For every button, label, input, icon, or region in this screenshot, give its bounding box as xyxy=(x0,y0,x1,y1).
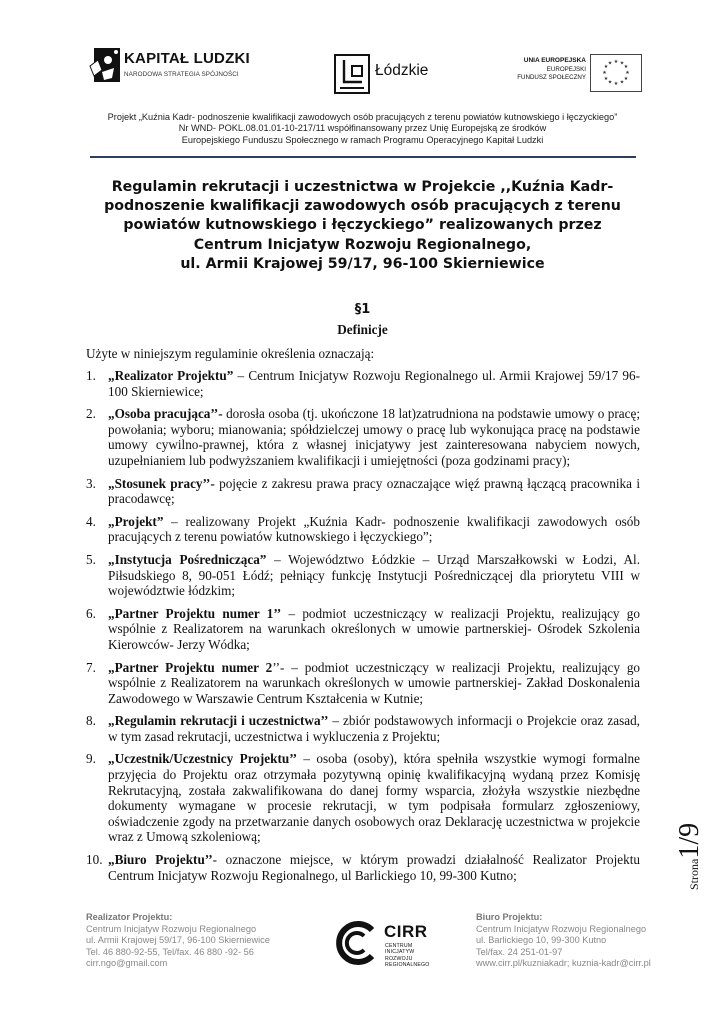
item-text: – zbiór podstawowych informacji o Projekcie oraz zasad, w tym zasad rekrutacji, uczestnictwa i wykluczenia z Projektu; xyxy=(108,713,640,744)
item-number: 8. xyxy=(86,713,96,729)
page-count: 1/9 xyxy=(674,822,705,859)
item-term: „Partner Projektu numer 1’’ xyxy=(108,605,282,621)
item-term: „Biuro Projektu’’ xyxy=(108,852,213,868)
svg-text:★: ★ xyxy=(603,64,609,70)
ue-logo xyxy=(500,52,650,96)
cirr-sub-line: ROZWOJU xyxy=(385,955,413,962)
ue-line-1: UNIA EUROPEJSKA xyxy=(523,57,586,64)
eu-flag-icon xyxy=(590,54,642,92)
item-text: – realizowany Projekt „Kuźnia Kadr- podnoszenie kwalifikacji zawodowych osób pracujących z terenu powiatów kutnowskiego i łęczyckiego”; xyxy=(108,513,640,545)
item-term: „Osoba pracująca’’- xyxy=(108,406,223,422)
footer-left-line: Tel. 46 880-92-55, Tel/fax. 46 880 -92- 56 xyxy=(86,946,254,957)
list-item xyxy=(86,852,640,883)
document-title xyxy=(80,178,645,274)
item-text: pojęcie z zakresu prawa pracy oznaczające więź prawną łączącą pracownika i pracodawcę; xyxy=(108,475,640,507)
svg-text:★: ★ xyxy=(623,64,629,70)
svg-text:★: ★ xyxy=(607,60,613,67)
cirr-sub-line: REGIONALNEGO xyxy=(385,962,430,969)
item-term: „Realizator Projektu” xyxy=(108,368,234,383)
cirr-sub-line: INICJATYW xyxy=(385,949,415,956)
item-number: 4. xyxy=(86,513,96,529)
title-line-4: Centrum Inicjatyw Rozwoju Regionalnego, xyxy=(193,236,532,253)
footer-left-line: ul. Armii Krajowej 59/17, 96-100 Skierniewice xyxy=(86,935,270,946)
list-item xyxy=(86,406,640,468)
item-number: 6. xyxy=(86,605,96,621)
svg-text:★: ★ xyxy=(619,79,625,86)
footer-right-line: www.cirr.pl/kuzniakadr; kuznia-kadr@cirr.pl xyxy=(476,958,651,969)
title-line-2: podnoszenie kwalifikacji zawodowych osób pracujących z terenu xyxy=(104,198,621,215)
svg-text:★: ★ xyxy=(607,79,613,86)
project-info xyxy=(60,112,665,146)
svg-text:★: ★ xyxy=(613,81,619,87)
list-item xyxy=(86,751,640,845)
list-item xyxy=(86,552,640,599)
item-term: „Projekt” xyxy=(108,513,164,529)
project-info-line-3: Europejskiego Funduszu Społecznego w ramach Programu Operacyjnego Kapitał Ludzki xyxy=(181,134,544,145)
title-line-1: Regulamin rekrutacji i uczestnictwa w Projekcie ,,Kuźnia Kadr- xyxy=(111,179,614,195)
title-line-5: ul. Armii Krajowej 59/17, 96-100 Skierniewice xyxy=(180,255,545,272)
item-number: 1. xyxy=(86,368,96,383)
item-term: „Stosunek pracy’’- xyxy=(108,475,215,491)
footer-realizator xyxy=(86,912,316,970)
kapital-ludzki-logo xyxy=(88,40,278,100)
section-title: Definicje xyxy=(337,322,388,337)
svg-text:★: ★ xyxy=(602,70,607,76)
item-text: – osoba (osoby), która spełniła wszystkie wymogi formalne przyjęcia do Projektu oraz otrzymała pozytywną opinię kwalifikacyjną wydaną przez Komisję Rekrutacyjną, została zakwalifikowana do danej formy wsparcia, złożyła wszystkie niezbędne dokumenty wymagane w procesie rekrutacji, w tym podpisała formularz zgłoszeniowy, oświadczenie zgody na przetwarzanie danych osobowych oraz Deklarację uczestnictwa w projekcie wraz z Umową szkoleniową; xyxy=(108,751,640,845)
svg-text:★: ★ xyxy=(625,70,630,76)
item-term: „Partner Projektu numer 2 xyxy=(108,659,273,675)
svg-text:★: ★ xyxy=(613,59,619,65)
item-number: 3. xyxy=(86,475,96,491)
item-term: „Regulamin rekrutacji i uczestnictwa’’ xyxy=(108,713,329,729)
title-line-3: powiatów kutnowskiego i łęczyckiego” realizowanych przez xyxy=(123,217,602,234)
header-divider xyxy=(90,156,636,158)
lodzkie-emblem-icon xyxy=(332,52,372,96)
svg-text:★: ★ xyxy=(623,76,629,82)
item-number: 7. xyxy=(86,659,96,675)
footer-right-line: Centrum Inicjatyw Rozwoju Regionalnego xyxy=(476,923,647,934)
section-number: §1 xyxy=(354,302,371,317)
lodzkie-name: Łódzkie xyxy=(375,62,429,79)
item-number: 2. xyxy=(86,406,96,422)
svg-text:★: ★ xyxy=(603,76,609,82)
ue-line-3: FUNDUSZ SPOŁECZNY xyxy=(517,74,586,82)
intro-text: Użyte w niniejszym regulaminie określenia oznaczają: xyxy=(86,346,375,361)
cirr-logo xyxy=(334,918,454,978)
cirr-subtitle xyxy=(385,943,445,969)
cirr-sub-line: CENTRUM xyxy=(385,943,413,949)
footer-right-heading: Biuro Projektu: xyxy=(476,912,543,922)
project-info-line-1: Projekt „Kuźnia Kadr- podnoszenie kwalifikacji zawodowych osób pracujących z terenu powiatów kutnowskiego i łęczyckiego” xyxy=(107,112,618,122)
footer-left-line: cirr.ngo@gmail.com xyxy=(86,958,168,969)
kapital-ludzki-subtitle: NARODOWA STRATEGIA SPÓJNOŚCI xyxy=(124,71,239,78)
list-item xyxy=(86,476,640,507)
item-number: 10. xyxy=(86,852,103,868)
item-text: dorosła osoba (tj. ukończone 18 lat)zatrudniona na podstawie umowy o pracę; powołania; wyboru; mianowania; spółdzielczej umowy o pracę lub wykonująca pracę na podstawie umowy cywilno-prawnej, która z własnej inicjatywy jest zainteresowana nabyciem nowych, uzupełnianiem lub podwyższaniem kwalifikacji i umiejętności (poza godzinami pracy); xyxy=(108,406,640,468)
item-number: 9. xyxy=(86,751,96,767)
list-item xyxy=(86,368,640,399)
kapital-ludzki-title: KAPITAŁ LUDZKI xyxy=(124,50,250,67)
cirr-name: CIRR xyxy=(384,922,428,941)
item-text: – Województwo Łódzkie – Urząd Marszałkowski w Łodzi, Al. Piłsudskiego 8, 90-051 Łódź; pełniący funkcję Instytucji Pośredniczącej dla priorytetu VIII w województwie łódzkim; xyxy=(108,551,640,599)
svg-text:★: ★ xyxy=(619,60,625,67)
item-text: – podmiot uczestniczący w realizacji Projektu, realizujący go wspólnie z Realizatorem na warunkach określonych w umowie partnerskiej- Ośrodek Szkolenia Kierowców- Jerzy Wódka; xyxy=(108,605,640,652)
footer-right-line: Tel/fax. 24 251-01-97 xyxy=(476,946,563,957)
item-term: „Instytucja Pośrednicząca” xyxy=(108,551,267,567)
kapital-ludzki-emblem-icon xyxy=(88,42,122,88)
list-item xyxy=(86,514,640,545)
lodzkie-logo xyxy=(330,52,460,98)
item-text: ’’- – podmiot uczestniczący w realizacji Projektu, realizujący go wspólnie z Realizatorem na warunkach określonych w umowie partnerskiej- Zakład Doskonalenia Zawodowego w Warszawie Centrum Kształcenia w Kutnie; xyxy=(108,659,641,706)
list-item xyxy=(86,660,640,707)
project-info-line-2: Nr WND- POKL.08.01.01-10-217/11 współfinansowany przez Unię Europejską ze środków xyxy=(178,123,547,134)
list-item xyxy=(86,606,640,653)
item-text: - oznaczone miejsce, w którym prowadzi działalność Realizator Projektu Centrum Inicjatyw Rozwoju Regionalnego, ul Barlickiego 10, 99-300 Kutno; xyxy=(108,852,641,883)
cirr-emblem-icon xyxy=(334,920,380,966)
item-number: 5. xyxy=(86,551,96,567)
footer-left-heading: Realizator Projektu: xyxy=(86,912,173,922)
page-number xyxy=(674,800,714,890)
item-text: – Centrum Inicjatyw Rozwoju Regionalnego ul. Armii Krajowej 59/17 96-100 Skierniewice; xyxy=(108,368,640,399)
item-term: „Uczestnik/Uczestnicy Projektu’’ xyxy=(108,751,298,767)
footer-right-line: ul. Barlickiego 10, 99-300 Kutno xyxy=(476,935,607,946)
footer-left-line: Centrum Inicjatyw Rozwoju Regionalnego xyxy=(86,923,257,934)
ue-line-2: EUROPEJSKI xyxy=(546,65,586,73)
page-word: Strona xyxy=(687,858,701,890)
list-item xyxy=(86,713,640,744)
definitions-list xyxy=(86,368,640,890)
footer-biuro xyxy=(476,912,706,970)
ue-text xyxy=(500,57,586,83)
